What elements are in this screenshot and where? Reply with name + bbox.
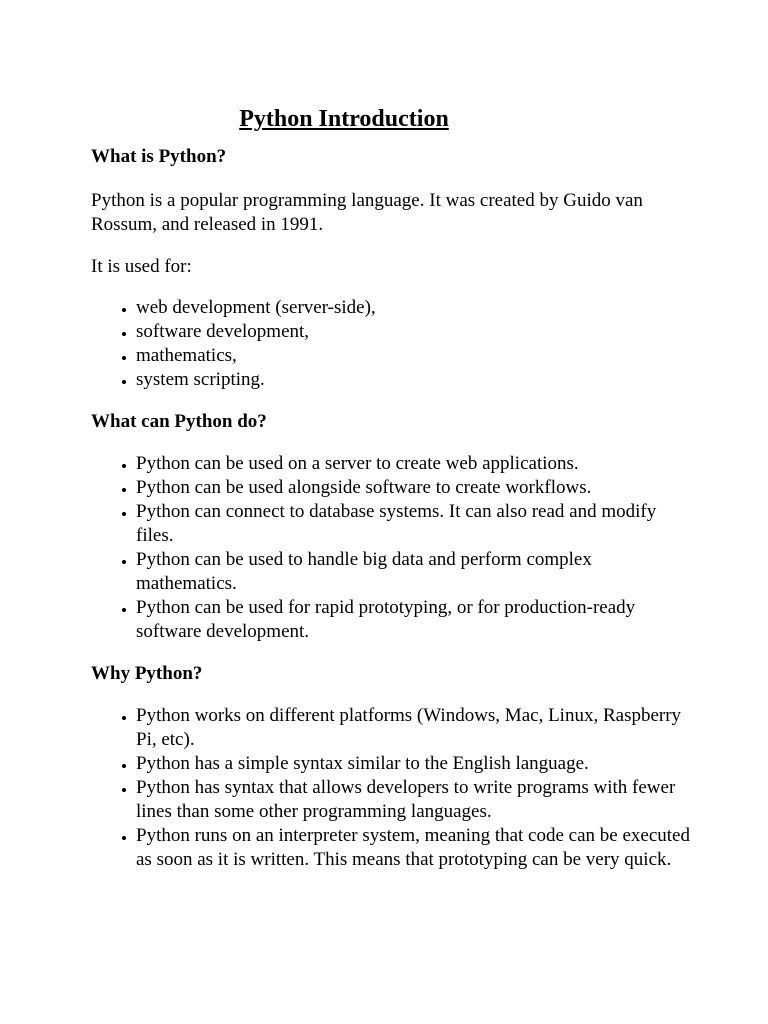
list-item: • Python can be used on a server to create web applications. <box>136 452 691 476</box>
document-body <box>91 143 691 872</box>
used-for-paragraph: It is used for: <box>91 256 192 277</box>
list-item: • Python runs on an interpreter system, meaning that code can be executed as soon as it is written. This means that prototyping can be very quick. <box>136 824 691 872</box>
section-heading-what-is-python: What is Python? <box>91 146 227 167</box>
list-item: • software development, <box>136 320 691 344</box>
list-item: • Python can be used for rapid prototyping, or for production-ready software development. <box>136 596 691 644</box>
reasons-list <box>91 704 691 872</box>
section-heading-what-can-python-do: What can Python do? <box>91 411 267 432</box>
list-item: • system scripting. <box>136 368 691 392</box>
list-item: • Python has syntax that allows developers to write programs with fewer lines than some other programming languages. <box>136 776 691 824</box>
list-item: • Python can be used alongside software to create workflows. <box>136 476 691 500</box>
list-item: • Python can connect to database systems. It can also read and modify files. <box>136 500 691 548</box>
list-item: • web development (server-side), <box>136 296 691 320</box>
list-item: • Python can be used to handle big data and perform complex mathematics. <box>136 548 691 596</box>
intro-paragraph: Python is a popular programming language. It was created by Guido van Rossum, and released in 1991. <box>91 190 643 235</box>
list-item: • Python works on different platforms (Windows, Mac, Linux, Raspberry Pi, etc). <box>136 704 691 752</box>
list-item: • mathematics, <box>136 344 691 368</box>
list-item: • Python has a simple syntax similar to the English language. <box>136 752 691 776</box>
capabilities-list <box>91 452 691 644</box>
document-title: Python Introduction <box>239 106 449 132</box>
section-heading-why-python: Why Python? <box>91 663 203 684</box>
uses-list <box>91 296 691 392</box>
